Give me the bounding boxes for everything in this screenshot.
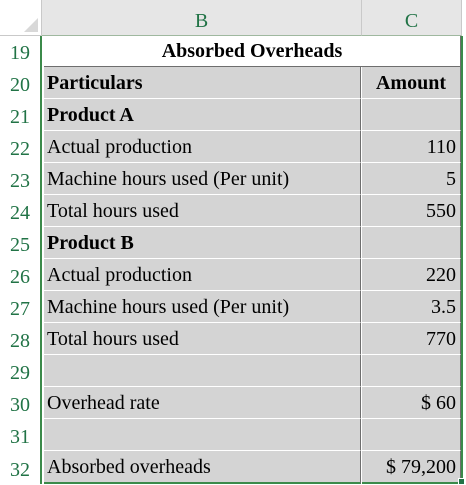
cell-c[interactable] xyxy=(362,99,461,131)
row-header[interactable]: 27 xyxy=(0,291,42,323)
row-23 xyxy=(0,163,466,195)
cell-c[interactable]: Amount xyxy=(362,67,461,99)
row-header[interactable]: 25 xyxy=(0,227,42,259)
row-28 xyxy=(0,323,466,355)
row-header[interactable]: 29 xyxy=(0,355,42,387)
row-30 xyxy=(0,387,466,419)
row-header[interactable]: 22 xyxy=(0,131,42,163)
cell-b[interactable]: Actual production xyxy=(44,131,361,163)
selection-border xyxy=(461,36,463,485)
row-26 xyxy=(0,259,466,291)
cell-c[interactable] xyxy=(362,227,461,259)
title-cell[interactable]: Absorbed Overheads xyxy=(44,36,461,67)
cell-b[interactable]: Absorbed overheads xyxy=(44,451,361,484)
cell-b[interactable] xyxy=(44,419,361,451)
row-21 xyxy=(0,99,466,131)
cell-c[interactable]: 5 xyxy=(362,163,461,195)
row-header[interactable]: 21 xyxy=(0,99,42,131)
row-27 xyxy=(0,291,466,323)
cell-b[interactable]: Product A xyxy=(44,99,361,131)
row-header[interactable]: 28 xyxy=(0,323,42,355)
cell-c[interactable]: 220 xyxy=(362,259,461,291)
cell-b[interactable]: Machine hours used (Per unit) xyxy=(44,291,361,323)
cell-b[interactable]: Total hours used xyxy=(44,323,361,355)
row-header[interactable]: 32 xyxy=(0,451,42,484)
cell-b[interactable]: Total hours used xyxy=(44,195,361,227)
cell-c[interactable]: 110 xyxy=(362,131,461,163)
row-header[interactable]: 26 xyxy=(0,259,42,291)
cell-c[interactable]: $ 60 xyxy=(362,387,461,419)
cell-b[interactable] xyxy=(44,355,361,387)
cell-c[interactable]: 550 xyxy=(362,195,461,227)
row-24 xyxy=(0,195,466,227)
cell-c[interactable] xyxy=(362,355,461,387)
row-header[interactable]: 19 xyxy=(0,36,42,67)
cell-c[interactable]: $ 79,200 xyxy=(362,451,461,484)
row-29 xyxy=(0,355,466,387)
cell-c[interactable] xyxy=(362,419,461,451)
row-header[interactable]: 30 xyxy=(0,387,42,419)
row-20 xyxy=(0,67,466,99)
row-19 xyxy=(0,36,466,67)
cell-b[interactable]: Particulars xyxy=(44,67,361,99)
cell-c[interactable]: 3.5 xyxy=(362,291,461,323)
row-header[interactable]: 24 xyxy=(0,195,42,227)
cell-c[interactable]: 770 xyxy=(362,323,461,355)
cell-b[interactable]: Product B xyxy=(44,227,361,259)
row-25 xyxy=(0,227,466,259)
row-32 xyxy=(0,451,466,484)
column-header-b[interactable]: B xyxy=(42,0,362,36)
select-all-button[interactable] xyxy=(0,0,42,36)
row-31 xyxy=(0,419,466,451)
row-22 xyxy=(0,131,466,163)
select-all-triangle-icon xyxy=(24,18,38,32)
row-header[interactable]: 31 xyxy=(0,419,42,451)
cell-b[interactable]: Machine hours used (Per unit) xyxy=(44,163,361,195)
column-header-c[interactable]: C xyxy=(362,0,462,36)
fill-handle[interactable] xyxy=(458,478,465,485)
row-header[interactable]: 20 xyxy=(0,67,42,99)
cell-b[interactable]: Actual production xyxy=(44,259,361,291)
row-header[interactable]: 23 xyxy=(0,163,42,195)
cell-b[interactable]: Overhead rate xyxy=(44,387,361,419)
